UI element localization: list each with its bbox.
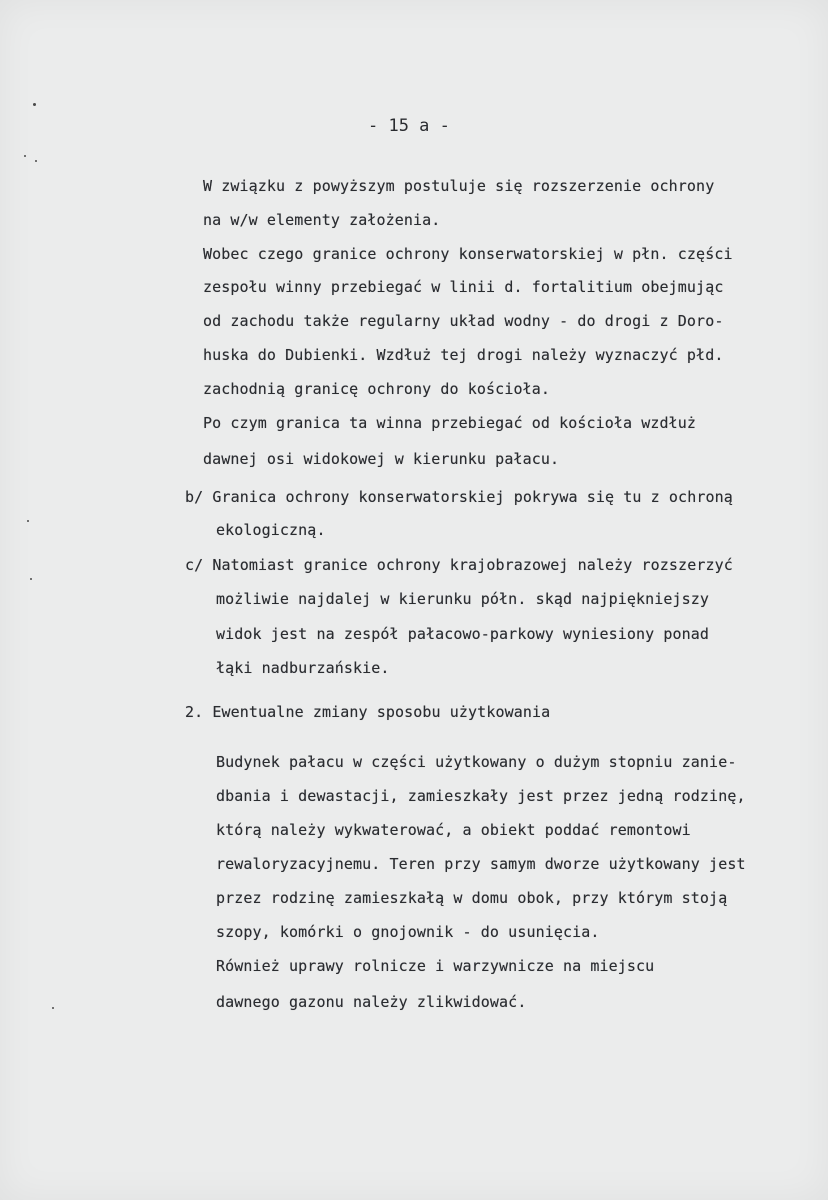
text-line: dawnej osi widokowej w kierunku pałacu.: [203, 450, 560, 468]
text-line: dbania i dewastacji, zamieszkały jest przez jedną rodzinę,: [216, 787, 746, 805]
text-line: dawnego gazonu należy zlikwidować.: [216, 993, 527, 1011]
text-line: c/ Natomiast granice ochrony krajobrazowej należy rozszerzyć: [185, 556, 733, 574]
text-line: zespołu winny przebiegać w linii d. fortalitium obejmując: [203, 278, 724, 296]
text-line: rewaloryzacyjnemu. Teren przy samym dworze użytkowany jest: [216, 855, 746, 873]
paper-speck: [24, 155, 26, 157]
paper-speck: [30, 578, 32, 580]
text-line: W związku z powyższym postuluje się rozszerzenie ochrony: [203, 177, 715, 195]
text-line: widok jest na zespół pałacowo-parkowy wyniesiony ponad: [216, 625, 710, 643]
paper-speck: [52, 1007, 54, 1009]
text-line: Budynek pałacu w części użytkowany o dużym stopniu zanie-: [216, 753, 737, 771]
text-line: łąki nadburzańskie.: [216, 659, 390, 677]
text-line: Również uprawy rolnicze i warzywnicze na miejscu: [216, 957, 655, 975]
text-line: którą należy wykwaterować, a obiekt poddać remontowi: [216, 821, 691, 839]
text-line: zachodnią granicę ochrony do kościoła.: [203, 380, 550, 398]
text-line: ekologiczną.: [216, 521, 326, 539]
paper-speck: [35, 160, 37, 162]
text-line: szopy, komórki o gnojownik - do usunięcia.: [216, 923, 600, 941]
paper-speck: [33, 103, 36, 106]
text-line: przez rodzinę zamieszkałą w domu obok, przy którym stoją: [216, 889, 728, 907]
paper-speck: [27, 520, 29, 522]
text-line: na w/w elementy założenia.: [203, 211, 441, 229]
text-line: Po czym granica ta winna przebiegać od kościoła wzdłuż: [203, 414, 697, 432]
text-line: od zachodu także regularny układ wodny - do drogi z Doro-: [203, 312, 724, 330]
text-line: Wobec czego granice ochrony konserwatorskiej w płn. części: [203, 245, 733, 263]
text-line: huska do Dubienki. Wzdłuż tej drogi należy wyznaczyć płd.: [203, 346, 724, 364]
text-line: możliwie najdalej w kierunku półn. skąd najpiękniejszy: [216, 590, 710, 608]
page-number: - 15 a -: [368, 116, 450, 136]
text-line: b/ Granica ochrony konserwatorskiej pokrywa się tu z ochroną: [185, 488, 733, 506]
section-heading: 2. Ewentualne zmiany sposobu użytkowania: [185, 703, 551, 721]
